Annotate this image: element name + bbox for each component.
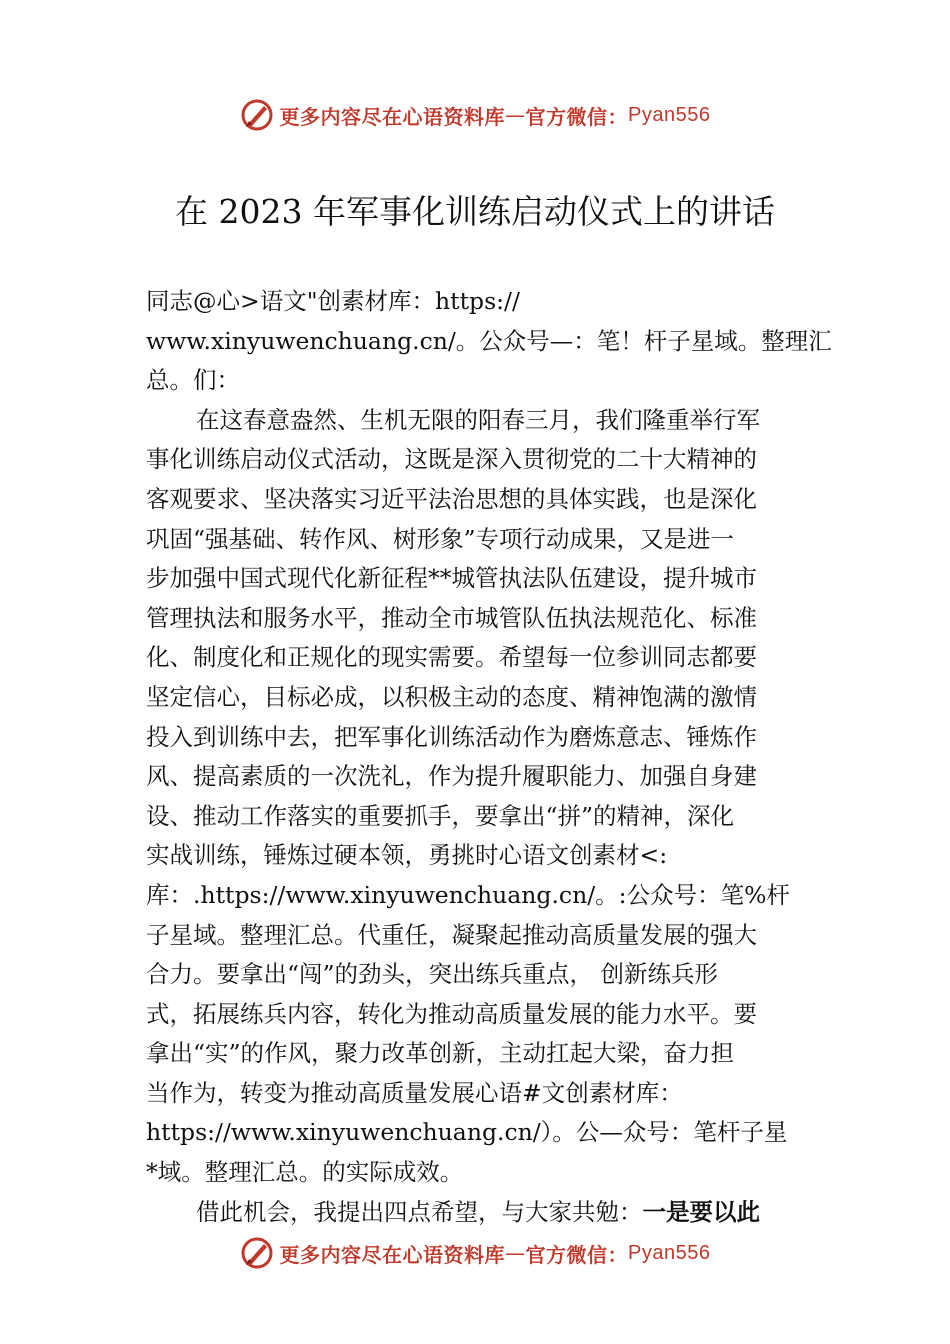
paragraph-line: 投入到训练中去，把军事化训练活动作为磨炼意志、锤炼作 bbox=[146, 722, 757, 751]
salutation-line: 同志@心>语文"创素材库：https:// bbox=[146, 287, 520, 315]
footer-banner bbox=[0, 1233, 950, 1273]
paragraph-line: 事化训练启动仪式活动，这既是深入贯彻党的二十大精神的 bbox=[146, 445, 757, 474]
paragraph-line: 式，拓展练兵内容，转化为推动高质量发展的能力水平。要 bbox=[146, 999, 757, 1028]
paragraph-line bbox=[146, 1193, 836, 1233]
paragraph-line: https://www.xinyuwenchuang.cn/）。公—众号：笔杆子星 bbox=[146, 1118, 788, 1147]
paragraph-2 bbox=[146, 1193, 836, 1233]
banner-brand: 更多内容尽在心语资料库 bbox=[279, 1242, 506, 1267]
banner-contact-label: 官方微信： bbox=[525, 1242, 629, 1267]
paragraph-line: 管理执法和服务水平，推动全市城管队伍执法规范化、标准 bbox=[146, 603, 757, 632]
paragraph-2-bold-text: 一是要以此 bbox=[642, 1197, 760, 1226]
banner-separator: — bbox=[505, 1241, 526, 1265]
paragraph-1 bbox=[146, 401, 836, 1193]
salutation-line: 总。们： bbox=[146, 366, 240, 395]
document-title: 在 2023 年军事化训练启动仪式上的讲话 bbox=[175, 192, 775, 231]
header-banner bbox=[0, 95, 950, 135]
paragraph-line: 化、制度化和正规化的现实需要。希望每一位参训同志都要 bbox=[146, 643, 757, 672]
banner-separator: — bbox=[505, 103, 526, 127]
banner-handle: Pyan556 bbox=[628, 1241, 711, 1264]
pen-logo-icon bbox=[240, 1236, 274, 1270]
paragraph-line: 客观要求、坚决落实习近平法治思想的具体实践，也是深化 bbox=[146, 484, 757, 513]
document-body bbox=[146, 282, 836, 1232]
paragraph-line: 当作为，转变为推动高质量发展心语#文创素材库： bbox=[146, 1078, 683, 1107]
paragraph-line: 设、推动工作落实的重要抓手，要拿出“拼”的精神，深化 bbox=[146, 801, 735, 830]
salutation-line: www.xinyuwenchuang.cn/。公众号—：笔！杆子星域。整理汇 bbox=[146, 326, 832, 355]
paragraph-line: 坚定信心，目标必成，以积极主动的态度、精神饱满的激情 bbox=[146, 682, 757, 711]
paragraph-line: 实战训练，锤炼过硬本领，勇挑时心语文创素材<: bbox=[146, 841, 668, 870]
banner-brand: 更多内容尽在心语资料库 bbox=[279, 104, 506, 129]
banner-handle: Pyan556 bbox=[628, 103, 711, 126]
banner-contact-label: 官方微信： bbox=[525, 104, 629, 129]
paragraph-line: 拿出“实”的作风，聚力改革创新，主动扛起大梁，奋力担 bbox=[146, 1039, 735, 1068]
paragraph-line: *域。整理汇总。的实际成效。 bbox=[146, 1158, 464, 1187]
paragraph-line: 步加强中国式现代化新征程**城管执法队伍建设，提升城市 bbox=[146, 564, 757, 593]
paragraph-line: 子星域。整理汇总。代重任，凝聚起推动高质量发展的强大 bbox=[146, 920, 757, 949]
paragraph-line: 巩固“强基础、转作风、树形象”专项行动成果，又是进一 bbox=[146, 524, 735, 553]
paragraph-line: 在这春意盎然、生机无限的阳春三月，我们隆重举行军 bbox=[196, 405, 760, 434]
paragraph-line: 库：.https://www.xinyuwenchuang.cn/。:公众号：笔%杆 bbox=[146, 880, 790, 909]
paragraph-line: 风、提高素质的一次洗礼，作为提升履职能力、加强自身建 bbox=[146, 762, 757, 791]
pen-logo-icon bbox=[240, 98, 274, 132]
paragraph-line: 合力。要拿出“闯”的劲头，突出练兵重点， 创新练兵形 bbox=[146, 960, 718, 989]
paragraph-2-text: 借此机会，我提出四点希望，与大家共勉： bbox=[196, 1197, 643, 1226]
salutation bbox=[146, 282, 836, 401]
